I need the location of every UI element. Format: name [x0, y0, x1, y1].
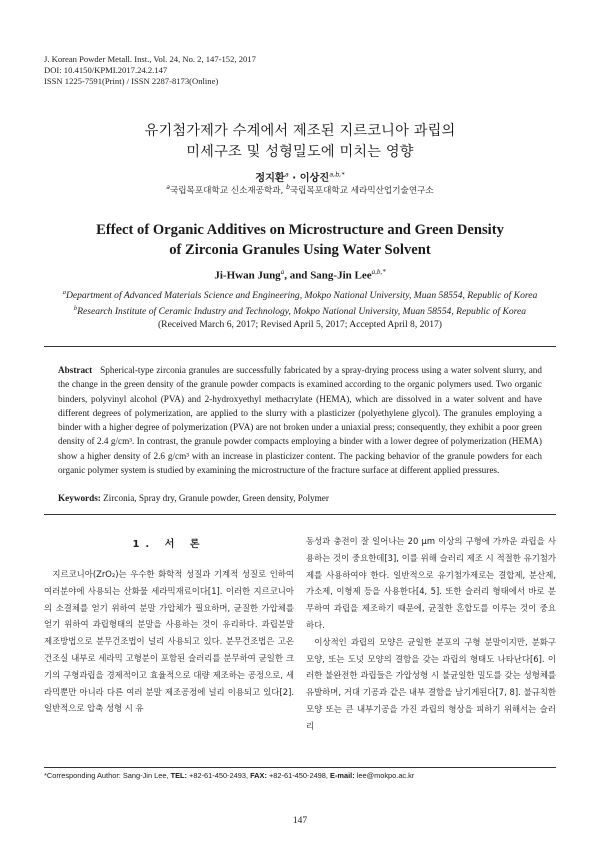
abstract-top-rule — [44, 346, 556, 347]
footnote-email[interactable]: lee@mokpo.ac.kr — [356, 771, 415, 780]
journal-doi[interactable]: DOI: 10.4150/KPMI.2017.24.2.147 — [44, 65, 168, 76]
body-paragraph-1: 지르코니아(ZrO₂)는 우수한 화학적 성질과 기계적 성질로 인하여 여러분야에 사용되는 산화물 세라믹재료이다[1]. 이러한 지르코니아의 소결체를 얻기 위하여 분말 가압체가 필요하며, 균질한 가압체를 얻기 위하여 과립형태의 분말을 사용하는 것이 유리하다. 과립분말 제조방법으로 분무건조법이 널리 사용되고 있다. 분무건조법은 고온건조실 내부로 세라믹 고형분이 포함된 슬러리를 분무하여 균일한 크기의 구형과립을 경제적이고 효율적으로 대량 제조하는 공정으로, 세라믹뿐만 아니라 다른 여러 분말 제조공정에 널리 이용되고 있다[2]. 일반적으로 압축 성형 시 유 — [44, 569, 294, 714]
abstract — [58, 363, 542, 477]
korean-affil-b: 국립목포대학교 세라믹산업기술연구소 — [289, 186, 434, 196]
english-title-line2: of Zirconia Granules Using Water Solvent — [169, 242, 431, 258]
korean-affil-a-sup: a — [166, 184, 170, 192]
korean-title-line2: 미세구조 및 성형밀도에 미치는 영향 — [186, 144, 414, 160]
keywords-label: Keywords: — [58, 493, 101, 503]
english-title — [0, 220, 600, 260]
footnote-fax: +82-61-450-2498, — [268, 771, 328, 780]
abstract-text: Spherical-type zirconia granules are successfully fabricated by a spray-drying process using a water solvent slurry, and the change in the green density of the granule powder compacts is examined according to the organic polymers used. Two organic binders, polyvinyl alcohol (PVA) and 2-hydroxyethyl methacrylate (HEMA), which are dissolved in a water solvent and have different degrees of polymerization, are applied to the slurry with a plasticizer (polyethylene glycol). The granules employing a binder with a higher degree of polymerization (PVA) are not broken under a uniaxial press; consequently, they exhibit a poor green density of 2.4 g/cm³. In contrast, the granule powder compacts employing a binder with a lower degree of polymerization (HEMA) show a higher density of 2.6 g/cm³ with an increase in plasticizer content. The packing behavior of the granule powders for each organic polymer system is studied by examining the microstructure of the fracture surface at different applied pressures. — [58, 365, 542, 476]
footnote-rule — [44, 767, 556, 768]
english-author-2: Sang-Jin Lee — [310, 269, 372, 282]
body-paragraph-2: 동성과 충전이 잘 일어나는 20 μm 이상의 구형에 가까운 과립을 사용하는 것이 중요한데[3], 이를 위해 슬러리 제조 시 적절한 유기첨가제를 사용하여야 한다. 일반적으로 유기첨가제로는 결합제, 분산제, 가소제, 이형제 등을 사용한다[4, 5]. 또한 슬러리 형태에서 바로 분무하여 과립을 제조하기 때문에, 균질한 혼합도를 이루는 것이 중요하다. — [306, 536, 556, 630]
english-author-1: Ji-Hwan Jung — [214, 269, 281, 282]
received-dates: (Received March 6, 2017; Revised April 5, 2017; Accepted April 8, 2017) — [157, 318, 443, 330]
korean-author-1-sup: a — [284, 170, 289, 179]
page-number: 147 — [292, 816, 308, 826]
english-authors — [0, 268, 600, 282]
korean-author-separator: · — [288, 173, 300, 184]
korean-title — [0, 121, 600, 163]
footnote-email-label: E-mail: — [330, 771, 355, 780]
footnote-author: *Corresponding Author: Sang-Jin Lee, — [44, 771, 169, 780]
korean-affil-b-sup: b — [286, 184, 290, 192]
english-affil-a: Department of Advanced Materials Science and Engineering, Mokpo National University, Muan 58554, Republic of Korea — [65, 290, 538, 302]
english-affil-b-line — [0, 303, 600, 319]
korean-author-2-sup: a,b,* — [329, 170, 345, 179]
footnote-tel-label: TEL: — [170, 771, 187, 780]
korean-authors — [0, 169, 600, 184]
english-author-1-sup: a — [280, 268, 285, 276]
keywords-text: Zirconia, Spray dry, Granule powder, Green density, Polymer — [103, 493, 329, 503]
footnote-tel: +82-61-450-2493, — [189, 771, 249, 780]
english-author-separator: , and — [284, 269, 311, 282]
english-affil-a-sup: a — [62, 289, 66, 296]
korean-title-line1: 유기첨가제가 수계에서 제조된 지르코니아 과립의 — [144, 123, 456, 139]
corresponding-author-footnote — [44, 771, 414, 780]
journal-citation: J. Korean Powder Metall. Inst., Vol. 24, No. 2, 147-152, 2017 — [44, 54, 256, 64]
keywords — [58, 493, 542, 503]
korean-affil-a: 국립목포대학교 신소재공학과, — [169, 186, 287, 196]
english-author-2-sup: a,b,* — [371, 268, 386, 276]
journal-info — [44, 54, 256, 88]
korean-author-1: 정지환 — [255, 173, 285, 184]
abstract-bottom-rule — [44, 514, 556, 515]
korean-author-2: 이상진 — [299, 173, 330, 184]
english-affil-b-sup: b — [73, 304, 78, 312]
english-affil-b: Research Institute of Ceramic Industry and Technology, Mokpo National University, Muan 58554, Republic of Korea — [77, 305, 527, 317]
korean-affiliations — [0, 184, 600, 196]
body-column-left — [44, 533, 294, 717]
section-heading-introduction: 1. 서 론 — [132, 539, 206, 550]
body-paragraph-3: 이상적인 과립의 모양은 균일한 분포의 구형 분말이지만, 분화구 모양, 또는 도넛 모양의 결함을 갖는 과립의 형태도 나타난다[6]. 이러한 불완전한 과립들은 가압성형 시 불균일한 밀도를 갖는 성형체를 유발하며, 거대 기공과 같은 내부 결함을 남기게된다[7, 8]. 불규칙한 모양 또는 큰 내부기공을 가진 과립의 형상을 피하기 위해서는 슬러리 — [306, 636, 556, 731]
english-title-line1: Effect of Organic Additives on Microstructure and Green Density — [96, 222, 504, 238]
abstract-label: Abstract — [58, 365, 93, 375]
english-affiliations — [0, 287, 600, 331]
footnote-fax-label: FAX: — [250, 771, 267, 780]
journal-issn: ISSN 1225-7591(Print) / ISSN 2287-8173(Online) — [44, 76, 219, 87]
body-column-right — [306, 533, 556, 735]
english-affil-a-line — [0, 287, 600, 303]
